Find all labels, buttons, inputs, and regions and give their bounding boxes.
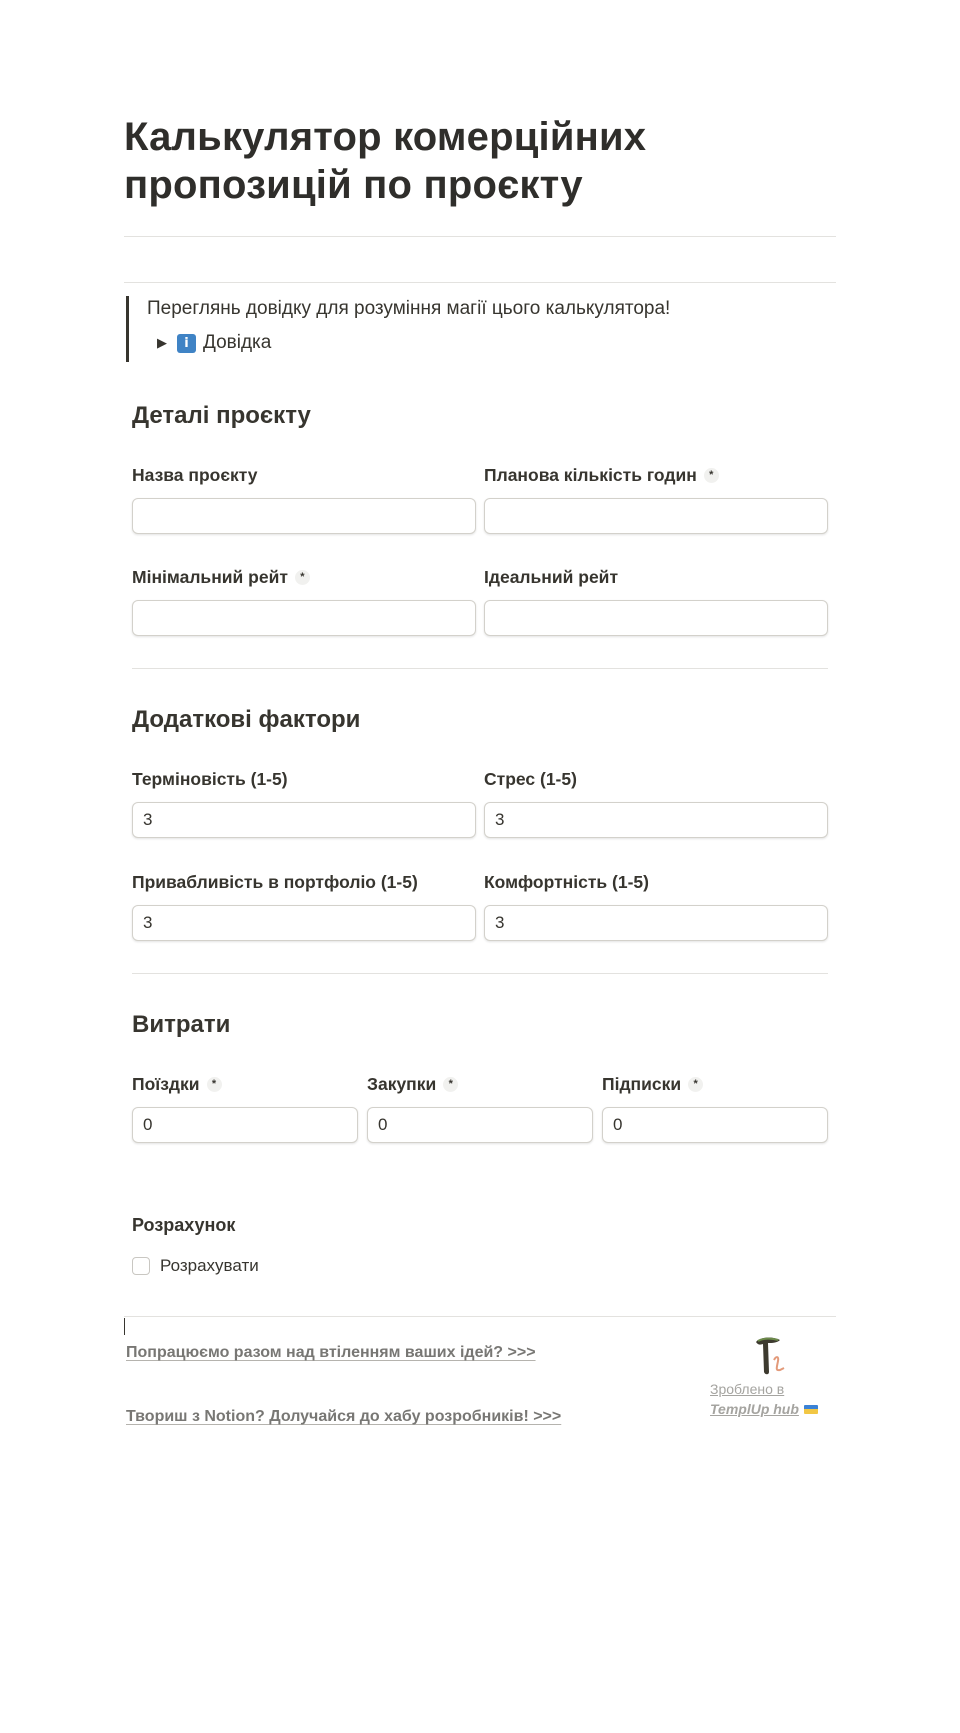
help-toggle-label[interactable]: Довідка bbox=[203, 332, 272, 353]
project-name-input[interactable] bbox=[132, 498, 476, 534]
section-heading-factors: Додаткові фактори bbox=[132, 706, 361, 733]
section-heading-details: Деталі проєкту bbox=[132, 402, 311, 429]
field-label: Терміновість (1-5) bbox=[132, 769, 288, 789]
ukraine-flag-icon bbox=[804, 1405, 818, 1414]
badge-made-text[interactable]: Зроблено в bbox=[710, 1381, 785, 1397]
required-mark: * bbox=[443, 1077, 458, 1092]
templup-logo-icon bbox=[750, 1334, 790, 1378]
calculate-checkbox-label[interactable]: Розрахувати bbox=[160, 1256, 259, 1275]
help-callout bbox=[126, 296, 826, 362]
divider bbox=[124, 282, 836, 283]
page-title: Калькулятор комерційних пропозицій по проєкту bbox=[124, 115, 647, 207]
divider bbox=[124, 236, 836, 237]
templup-badge[interactable] bbox=[710, 1334, 830, 1417]
field-ideal-rate bbox=[484, 565, 618, 589]
required-mark: * bbox=[688, 1077, 703, 1092]
calculate-checkbox[interactable] bbox=[132, 1257, 150, 1275]
field-label: Підписки * bbox=[602, 1072, 703, 1096]
stress-input[interactable] bbox=[484, 802, 828, 838]
comfort-input[interactable] bbox=[484, 905, 828, 941]
calculation-heading: Розрахунок bbox=[132, 1215, 236, 1235]
field-label: Закупки * bbox=[367, 1072, 458, 1096]
field-purchases bbox=[367, 1072, 458, 1096]
planned-hours-input[interactable] bbox=[484, 498, 828, 534]
field-comfort bbox=[484, 870, 649, 894]
info-icon: i bbox=[177, 334, 196, 353]
collaborate-link[interactable]: Попрацюємо разом над втіленням ваших ідей? >>> bbox=[126, 1344, 536, 1361]
field-urgency bbox=[132, 767, 288, 791]
field-label: Привабливість в портфоліо (1-5) bbox=[132, 872, 418, 892]
developer-hub-link[interactable]: Твориш з Notion? Долучайся до хабу розробників! >>> bbox=[126, 1408, 562, 1425]
required-mark: * bbox=[207, 1077, 222, 1092]
field-label: Стрес (1-5) bbox=[484, 769, 577, 789]
divider bbox=[132, 668, 828, 669]
min-rate-input[interactable] bbox=[132, 600, 476, 636]
ideal-rate-input[interactable] bbox=[484, 600, 828, 636]
field-label: Планова кількість годин * bbox=[484, 463, 719, 487]
field-project-name bbox=[132, 463, 258, 487]
section-heading-expenses: Витрати bbox=[132, 1011, 231, 1038]
field-min-rate bbox=[132, 565, 310, 589]
text-cursor bbox=[124, 1318, 125, 1335]
field-label: Мінімальний рейт * bbox=[132, 565, 310, 589]
urgency-input[interactable] bbox=[132, 802, 476, 838]
toggle-triangle-icon[interactable]: ▶ bbox=[157, 335, 167, 350]
portfolio-input[interactable] bbox=[132, 905, 476, 941]
field-subscriptions bbox=[602, 1072, 703, 1096]
subscriptions-input[interactable] bbox=[602, 1107, 828, 1143]
divider bbox=[132, 973, 828, 974]
trips-input[interactable] bbox=[132, 1107, 358, 1143]
field-label: Комфортність (1-5) bbox=[484, 872, 649, 892]
divider bbox=[124, 1316, 836, 1317]
badge-hub-text[interactable]: TemplUp hub bbox=[710, 1401, 818, 1417]
field-label: Ідеальний рейт bbox=[484, 567, 619, 587]
field-portfolio bbox=[132, 870, 418, 894]
required-mark: * bbox=[295, 570, 310, 585]
field-trips bbox=[132, 1072, 222, 1096]
help-toggle[interactable] bbox=[147, 330, 826, 356]
calculate-checkbox-row[interactable] bbox=[132, 1256, 259, 1276]
field-stress bbox=[484, 767, 577, 791]
field-planned-hours bbox=[484, 463, 719, 487]
callout-text: Переглянь довідку для розуміння магії цього калькулятора! bbox=[147, 298, 671, 319]
required-mark: * bbox=[704, 468, 719, 483]
field-label: Назва проєкту bbox=[132, 465, 258, 485]
field-label: Поїздки * bbox=[132, 1072, 222, 1096]
purchases-input[interactable] bbox=[367, 1107, 593, 1143]
